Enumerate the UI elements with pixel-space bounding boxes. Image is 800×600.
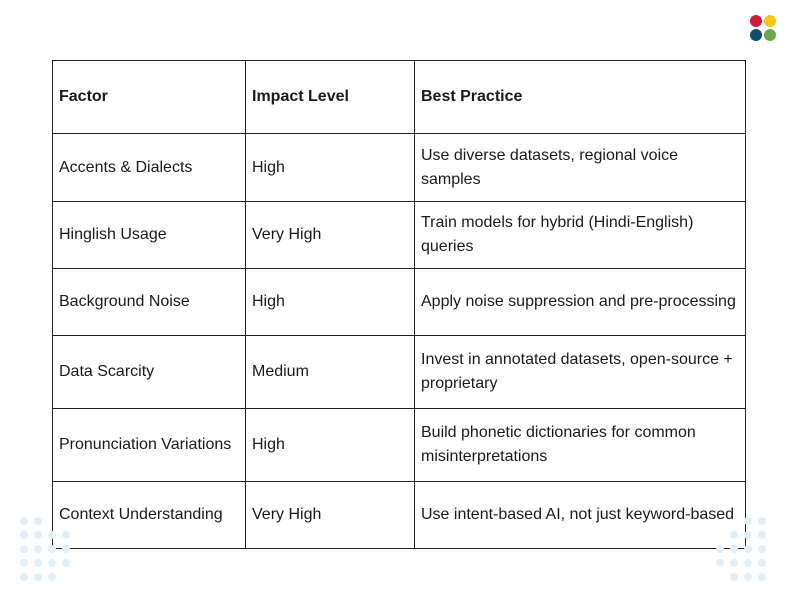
cell-practice: Apply noise suppression and pre-processing [415, 269, 746, 336]
cell-factor: Data Scarcity [53, 336, 246, 409]
header-factor: Factor [53, 61, 246, 134]
logo-dot-yellow [764, 15, 776, 27]
logo-dot-teal [750, 29, 762, 41]
cell-impact: High [246, 269, 415, 336]
cell-factor: Background Noise [53, 269, 246, 336]
table-row [53, 134, 746, 202]
cell-practice: Train models for hybrid (Hindi-English) queries [415, 202, 746, 269]
factors-table [52, 60, 746, 549]
cell-impact: Very High [246, 482, 415, 549]
cell-factor: Accents & Dialects [53, 134, 246, 202]
table-row [53, 269, 746, 336]
cell-factor: Context Understanding [53, 482, 246, 549]
table-header-row [53, 61, 746, 134]
table-row [53, 482, 746, 549]
logo-dot-red [750, 15, 762, 27]
cell-factor: Hinglish Usage [53, 202, 246, 269]
cell-impact: High [246, 409, 415, 482]
cell-impact: High [246, 134, 415, 202]
cell-factor: Pronunciation Variations [53, 409, 246, 482]
cell-practice: Use intent-based AI, not just keyword-based [415, 482, 746, 549]
cell-practice: Invest in annotated datasets, open-source + proprietary [415, 336, 746, 409]
cell-impact: Medium [246, 336, 415, 409]
logo-dot-green [764, 29, 776, 41]
cell-practice: Use diverse datasets, regional voice samples [415, 134, 746, 202]
table-row [53, 202, 746, 269]
table-row [53, 336, 746, 409]
table-row [53, 409, 746, 482]
header-impact-level: Impact Level [246, 61, 415, 134]
decorative-dots-right [716, 517, 766, 581]
cell-impact: Very High [246, 202, 415, 269]
header-best-practice: Best Practice [415, 61, 746, 134]
brand-logo-icon [750, 15, 778, 43]
cell-practice: Build phonetic dictionaries for common misinterpretations [415, 409, 746, 482]
decorative-dots-left [20, 517, 70, 581]
